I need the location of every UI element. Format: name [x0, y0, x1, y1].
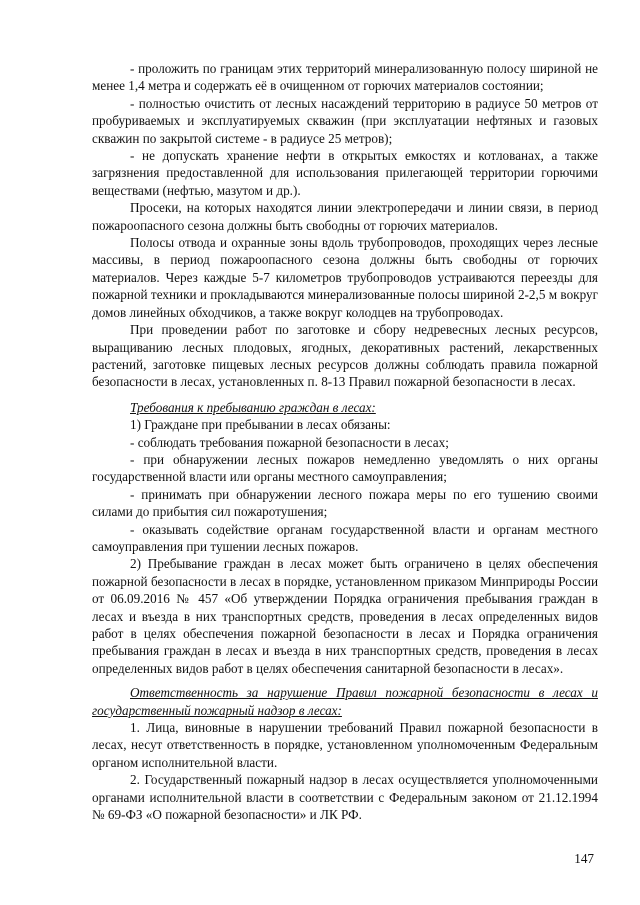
paragraph: 2) Пребывание граждан в лесах может быть ограничено в целях обеспечения пожарной безопасности в лесах в порядке, установленном приказом Минприроды России от 06.09.2016 № 457 «Об утверждении Порядка ограничения пребывания граждан в лесах и въезда в них транспортных средств, проведения в лесах определенных видов работ в целях обеспечения пожарной безопасности в лесах и Порядка ограничения пребывания граждан в лесах и въезда в них транспортных средств, проведения в лесах определенных видов работ в целях обеспечения санитарной безопасности в лесах». [92, 556, 598, 676]
paragraph: - соблюдать требования пожарной безопасности в лесах; [130, 434, 449, 450]
paragraph: 2. Государственный пожарный надзор в лесах осуществляется уполномоченными органами исполнительной власти в соответствии с Федеральным законом от 21.12.1994 № 69-ФЗ «О пожарной безопасности» и ЛК РФ. [92, 772, 598, 823]
paragraph: - при обнаружении лесных пожаров немедленно уведомлять о них органы государственной власти или органы местного самоуправления; [92, 451, 598, 485]
paragraph: 1) Граждане при пребывании в лесах обязаны: [130, 417, 391, 433]
section-heading-citizen-requirements: Требования к пребыванию граждан в лесах: [130, 399, 376, 415]
document-body [92, 60, 598, 823]
paragraph: - принимать при обнаружении лесного пожара меры по его тушению своими силами до прибытия сил пожаротушения; [92, 486, 598, 520]
paragraph: Полосы отвода и охранные зоны вдоль трубопроводов, проходящих через лесные массивы, в период пожароопасного сезона должны быть свободны от горючих материалов. Через каждые 5-7 километров трубопроводов устраиваются переезды для пожарной техники и прокладываются минерализованные полосы шириной 2-2,5 м вокруг домов линейных обходчиков, а также вокруг колодцев на трубопроводах. [92, 235, 598, 320]
paragraph: - проложить по границам этих территорий минерализованную полосу шириной не менее 1,4 метра и содержать её в очищенном от горючих материалов состоянии; [92, 61, 598, 94]
paragraph: 1. Лица, виновные в нарушении требований Правил пожарной безопасности в лесах, несут ответственность в порядке, установленном уполномоченным Федеральным органом исполнительной власти. [92, 720, 598, 770]
section-heading-responsibility: Ответственность за нарушение Правил пожарной безопасности в лесах и государственный пожарный надзор в лесах: [92, 685, 598, 718]
paragraph: - не допускать хранение нефти в открытых емкостях и котлованах, а также загрязнения предоставленной для использования прилегающей территории горючими веществами (нефтью, мазутом и др.). [92, 148, 598, 198]
paragraph: Просеки, на которых находятся линии электропередачи и линии связи, в период пожароопасного сезона должны быть свободны от горючих материалов. [92, 200, 598, 233]
paragraph: - оказывать содействие органам государственной власти и органам местного самоуправления при тушении лесных пожаров. [92, 521, 598, 554]
paragraph: - полностью очистить от лесных насаждений территорию в радиусе 50 метров от пробуриваемых и эксплуатируемых скважин (при эксплуатации нефтяных и газовых скважин по закрытой системе - в радиусе 25 метров); [92, 95, 598, 146]
paragraph: При проведении работ по заготовке и сбору недревесных лесных ресурсов, выращиванию лесных плодовых, ягодных, декоративных растений, лекарственных растений, заготовке пищевых лесных ресурсов должны соблюдать правила пожарной безопасности в лесах, установленных п. 8-13 Правил пожарной безопасности в лесах. [92, 322, 598, 390]
page-number: 147 [574, 851, 594, 866]
